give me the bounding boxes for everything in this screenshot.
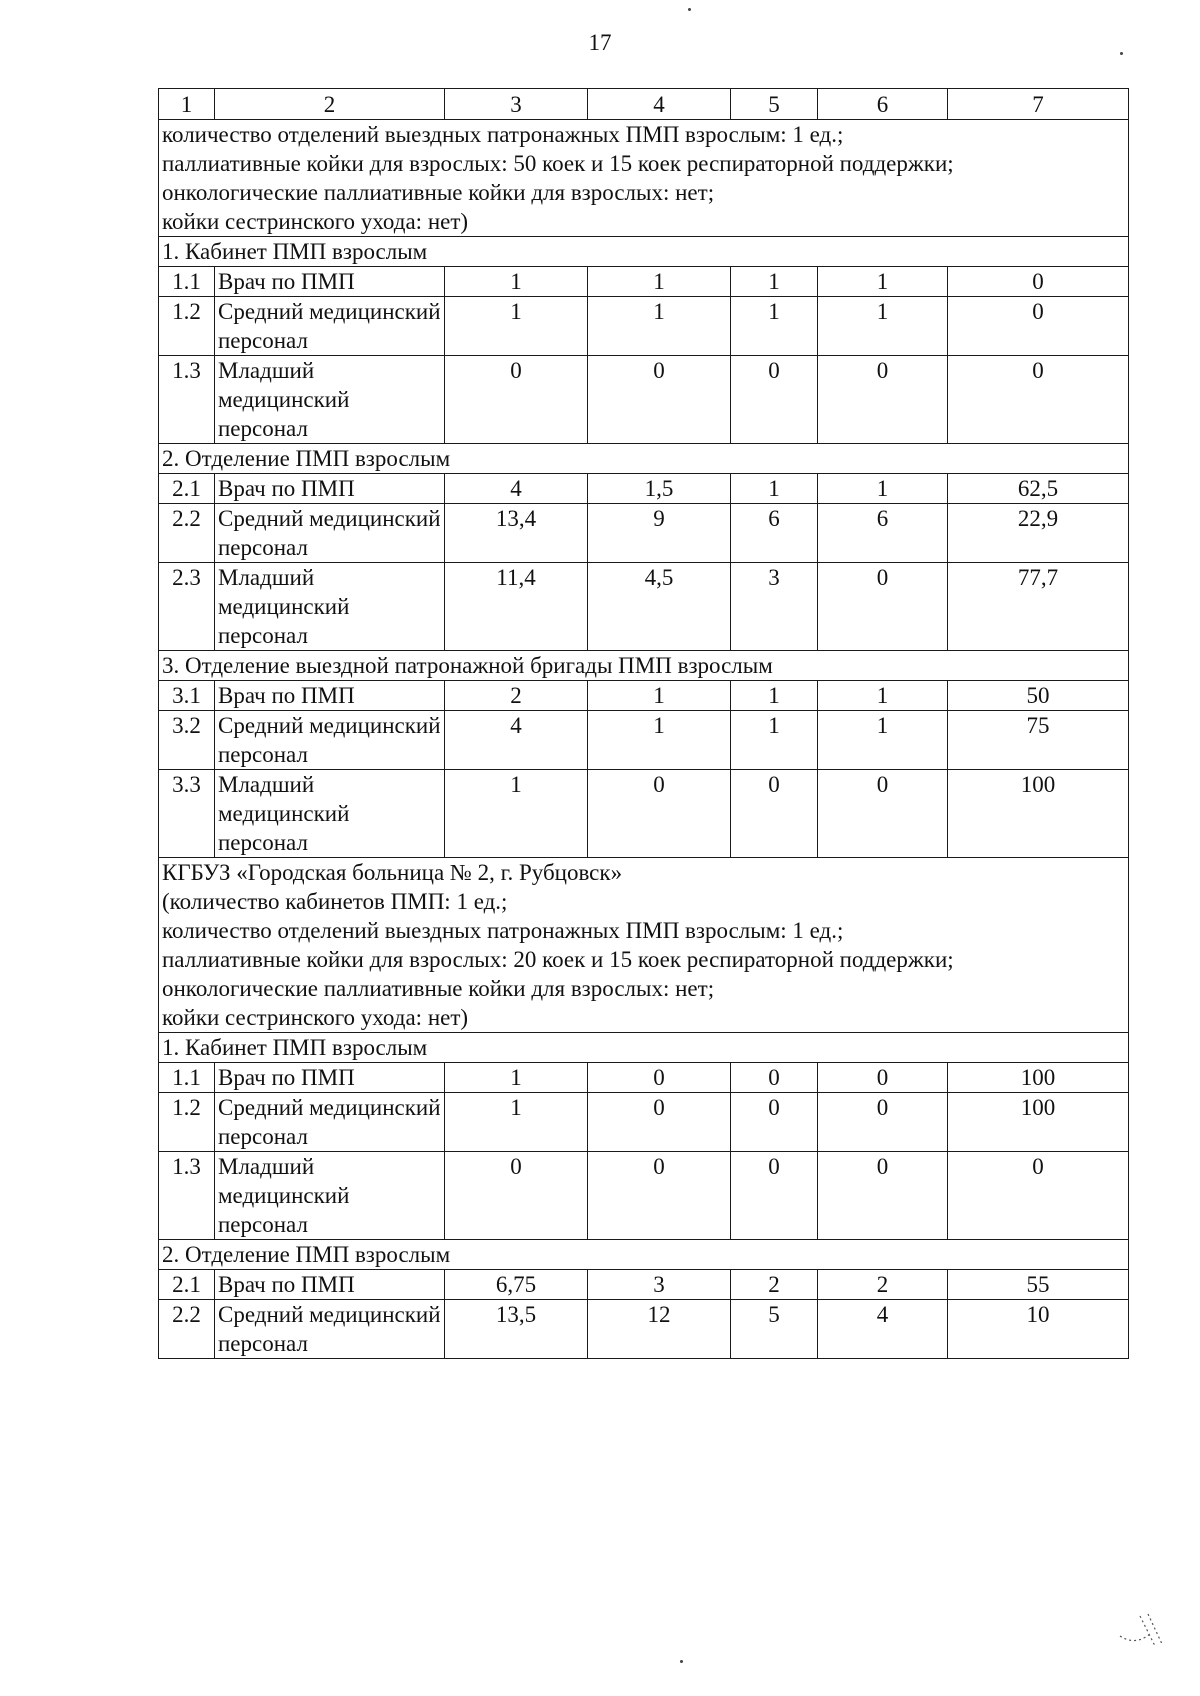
section-row — [159, 1240, 1129, 1270]
institution-info — [159, 858, 1129, 1033]
value-cell: 0 — [731, 356, 818, 444]
value-cell: 3 — [588, 1270, 731, 1300]
value-cell: 6,75 — [445, 1270, 588, 1300]
value-cell: 10 — [948, 1300, 1129, 1359]
info-line: количество отделений выездных патронажных ПМП взрослым: 1 ед.; — [162, 122, 844, 147]
info-line: паллиативные койки для взрослых: 20 коек и 15 коек респираторной поддержки; — [162, 947, 954, 972]
value-cell: 0 — [588, 356, 731, 444]
value-cell: 100 — [948, 770, 1129, 858]
table-row — [159, 770, 1129, 858]
value-cell: 100 — [948, 1063, 1129, 1093]
value-cell: 0 — [731, 770, 818, 858]
value-cell: 6 — [731, 504, 818, 563]
value-cell: 0 — [948, 297, 1129, 356]
staff-category: Средний медицинский персонал — [215, 1093, 445, 1152]
value-cell: 13,4 — [445, 504, 588, 563]
value-cell: 0 — [445, 1152, 588, 1240]
scan-smudge-icon — [1110, 1596, 1170, 1656]
staff-category: Врач по ПМП — [215, 1063, 445, 1093]
staff-category: Врач по ПМП — [215, 681, 445, 711]
value-cell: 0 — [818, 563, 948, 651]
info-row — [159, 120, 1129, 237]
info-line: КГБУЗ «Городская больница № 2, г. Рубцовск» — [162, 860, 623, 885]
value-cell: 0 — [818, 356, 948, 444]
column-header-row — [159, 89, 1129, 120]
value-cell: 1 — [588, 267, 731, 297]
table-row — [159, 711, 1129, 770]
info-line: койки сестринского ухода: нет) — [162, 1005, 469, 1030]
section-row — [159, 444, 1129, 474]
value-cell: 0 — [731, 1152, 818, 1240]
table-row — [159, 1093, 1129, 1152]
section-row — [159, 237, 1129, 267]
value-cell: 1 — [588, 681, 731, 711]
section-title: 2. Отделение ПМП взрослым — [159, 444, 1129, 474]
value-cell: 1 — [731, 681, 818, 711]
value-cell: 0 — [948, 1152, 1129, 1240]
value-cell: 0 — [588, 1063, 731, 1093]
info-line: онкологические паллиативные койки для взрослых: нет; — [162, 180, 715, 205]
table-row — [159, 1270, 1129, 1300]
value-cell: 0 — [588, 770, 731, 858]
column-header: 3 — [445, 89, 588, 120]
value-cell: 0 — [445, 356, 588, 444]
section-row — [159, 651, 1129, 681]
value-cell: 2 — [731, 1270, 818, 1300]
value-cell: 1 — [818, 711, 948, 770]
row-number: 2.2 — [159, 1300, 215, 1359]
table-row — [159, 1300, 1129, 1359]
section-row — [159, 1033, 1129, 1063]
value-cell: 1 — [731, 267, 818, 297]
staff-category: Средний медицинский персонал — [215, 297, 445, 356]
row-number: 1.2 — [159, 1093, 215, 1152]
value-cell: 1 — [588, 711, 731, 770]
value-cell: 1 — [445, 1063, 588, 1093]
row-number: 2.1 — [159, 474, 215, 504]
info-line: онкологические паллиативные койки для взрослых: нет; — [162, 976, 715, 1001]
staff-category: Врач по ПМП — [215, 474, 445, 504]
value-cell: 13,5 — [445, 1300, 588, 1359]
value-cell: 0 — [818, 770, 948, 858]
table-row — [159, 297, 1129, 356]
row-number: 1.1 — [159, 1063, 215, 1093]
row-number: 1.2 — [159, 297, 215, 356]
scan-speck — [680, 1660, 683, 1663]
table-row — [159, 356, 1129, 444]
value-cell: 0 — [731, 1063, 818, 1093]
value-cell: 0 — [588, 1152, 731, 1240]
info-line: койки сестринского ухода: нет) — [162, 209, 469, 234]
table-row — [159, 267, 1129, 297]
column-header: 2 — [215, 89, 445, 120]
value-cell: 5 — [731, 1300, 818, 1359]
column-header: 1 — [159, 89, 215, 120]
scan-speck — [1120, 52, 1123, 55]
staff-category: Врач по ПМП — [215, 1270, 445, 1300]
table-body — [159, 89, 1129, 1359]
value-cell: 1 — [731, 474, 818, 504]
value-cell: 4,5 — [588, 563, 731, 651]
value-cell: 1 — [731, 297, 818, 356]
table-row — [159, 563, 1129, 651]
value-cell: 62,5 — [948, 474, 1129, 504]
value-cell: 0 — [818, 1063, 948, 1093]
staff-category: Средний медицинский персонал — [215, 1300, 445, 1359]
value-cell: 2 — [818, 1270, 948, 1300]
value-cell: 77,7 — [948, 563, 1129, 651]
row-number: 3.3 — [159, 770, 215, 858]
value-cell: 1 — [818, 681, 948, 711]
value-cell: 1,5 — [588, 474, 731, 504]
scan-speck — [688, 8, 691, 11]
value-cell: 50 — [948, 681, 1129, 711]
value-cell: 11,4 — [445, 563, 588, 651]
staff-category: Младший медицинский персонал — [215, 1152, 445, 1240]
value-cell: 55 — [948, 1270, 1129, 1300]
staff-category: Средний медицинский персонал — [215, 711, 445, 770]
column-header: 6 — [818, 89, 948, 120]
section-title: 3. Отделение выездной патронажной бригады ПМП взрослым — [159, 651, 1129, 681]
row-number: 1.3 — [159, 1152, 215, 1240]
row-number: 1.1 — [159, 267, 215, 297]
column-header: 7 — [948, 89, 1129, 120]
value-cell: 1 — [445, 267, 588, 297]
value-cell: 0 — [731, 1093, 818, 1152]
table-row — [159, 681, 1129, 711]
staff-category: Младший медицинский персонал — [215, 770, 445, 858]
value-cell: 0 — [588, 1093, 731, 1152]
value-cell: 4 — [445, 474, 588, 504]
staffing-table — [158, 88, 1129, 1359]
value-cell: 1 — [818, 267, 948, 297]
value-cell: 1 — [588, 297, 731, 356]
section-title: 1. Кабинет ПМП взрослым — [159, 237, 1129, 267]
info-line: (количество кабинетов ПМП: 1 ед.; — [162, 889, 508, 914]
row-number: 2.1 — [159, 1270, 215, 1300]
table-row — [159, 1063, 1129, 1093]
table-row — [159, 504, 1129, 563]
table-row — [159, 1152, 1129, 1240]
column-header: 5 — [731, 89, 818, 120]
info-line: количество отделений выездных патронажных ПМП взрослым: 1 ед.; — [162, 918, 844, 943]
value-cell: 4 — [818, 1300, 948, 1359]
value-cell: 1 — [818, 474, 948, 504]
value-cell: 1 — [818, 297, 948, 356]
value-cell: 1 — [445, 297, 588, 356]
row-number: 3.2 — [159, 711, 215, 770]
section-title: 2. Отделение ПМП взрослым — [159, 1240, 1129, 1270]
value-cell: 100 — [948, 1093, 1129, 1152]
institution-info — [159, 120, 1129, 237]
value-cell: 0 — [948, 267, 1129, 297]
row-number: 3.1 — [159, 681, 215, 711]
value-cell: 1 — [731, 711, 818, 770]
value-cell: 2 — [445, 681, 588, 711]
row-number: 1.3 — [159, 356, 215, 444]
row-number: 2.2 — [159, 504, 215, 563]
column-header: 4 — [588, 89, 731, 120]
value-cell: 1 — [445, 1093, 588, 1152]
value-cell: 9 — [588, 504, 731, 563]
value-cell: 4 — [445, 711, 588, 770]
section-title: 1. Кабинет ПМП взрослым — [159, 1033, 1129, 1063]
info-row — [159, 858, 1129, 1033]
staff-category: Младший медицинский персонал — [215, 563, 445, 651]
row-number: 2.3 — [159, 563, 215, 651]
staff-category: Врач по ПМП — [215, 267, 445, 297]
value-cell: 1 — [445, 770, 588, 858]
value-cell: 0 — [818, 1152, 948, 1240]
table-row — [159, 474, 1129, 504]
staff-category: Средний медицинский персонал — [215, 504, 445, 563]
value-cell: 22,9 — [948, 504, 1129, 563]
value-cell: 0 — [818, 1093, 948, 1152]
value-cell: 0 — [948, 356, 1129, 444]
value-cell: 75 — [948, 711, 1129, 770]
value-cell: 6 — [818, 504, 948, 563]
value-cell: 12 — [588, 1300, 731, 1359]
info-line: паллиативные койки для взрослых: 50 коек и 15 коек респираторной поддержки; — [162, 151, 954, 176]
value-cell: 3 — [731, 563, 818, 651]
staff-category: Младший медицинский персонал — [215, 356, 445, 444]
page-number: 17 — [588, 30, 612, 55]
